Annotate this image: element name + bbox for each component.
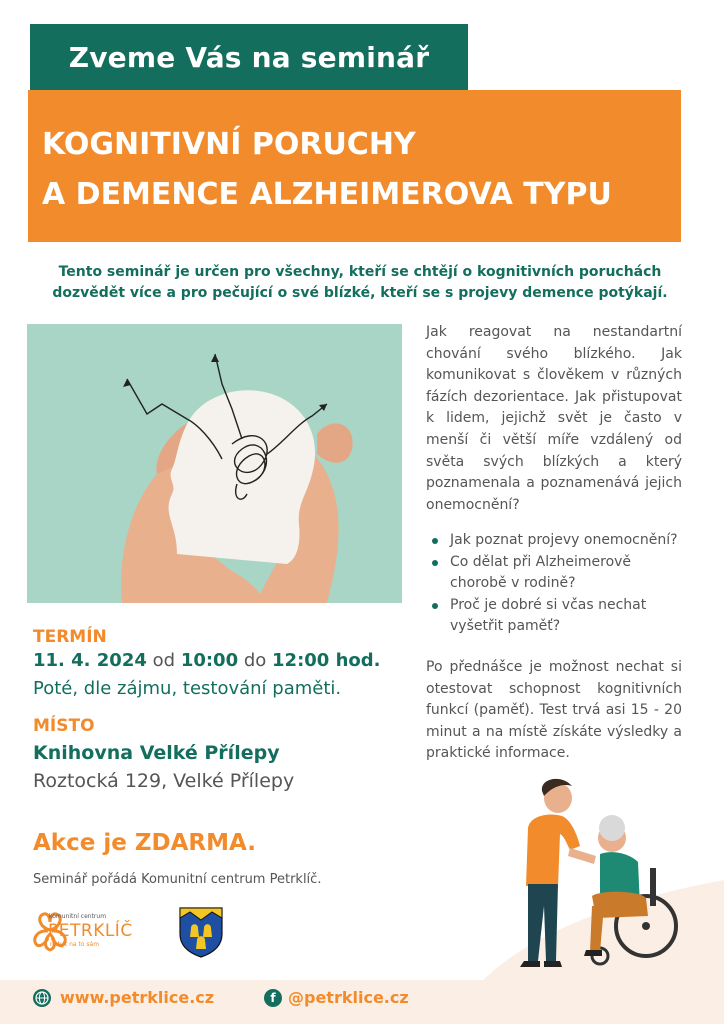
invite-banner: Zveme Vás na seminář [30, 24, 468, 90]
logo-small-text: komunitní centrum [49, 913, 107, 920]
termin-label: TERMÍN [33, 627, 107, 647]
facebook-handle: @petrklice.cz [288, 988, 409, 1007]
title-box [28, 90, 681, 242]
intro-text: Tento seminář je určen pro všechny, kteří se chtějí o kognitivních poruchách dozvědět více a pro pečující o své blízké, kteří se s projevy demence potýkají. [52, 264, 668, 301]
title-line-2: A DEMENCE ALZHEIMEROVA TYPU [42, 177, 612, 212]
time-from: 10:00 [180, 650, 239, 671]
hands-head-photo [27, 324, 402, 603]
organizer-text: Seminář pořádá Komunitní centrum Petrklíč. [33, 872, 322, 887]
list-item: Co dělat při Alzheimerově chorobě v rodině? [430, 552, 690, 595]
facebook-icon: f [264, 989, 282, 1007]
place-name: Knihovna Velké Přílepy [33, 742, 280, 764]
description-text: Jak reagovat na nestandartní chování svého blízkého. Jak komunikovat s člověkem v různých fázích dezorientace. Jak přistupovat k lidem, jejichž svět je často v menší či větší míře vzdálený od světa svých blízkých a který poznamenala a poznamenává jejich onemocnění? [426, 324, 682, 513]
from-word: od [152, 650, 176, 671]
globe-icon [33, 989, 51, 1007]
time-to: 12:00 hod. [272, 650, 381, 671]
event-date: 11. 4. 2024 [33, 650, 147, 671]
website-url: www.petrklice.cz [60, 988, 215, 1007]
title-line-1: KOGNITIVNÍ PORUCHY [42, 127, 416, 162]
logo-slogan: nebýt na to sám [50, 941, 100, 948]
caregiver-illustration [500, 776, 680, 971]
to-word: do [243, 650, 267, 671]
testing-line: Poté, dle zájmu, testování paměti. [33, 678, 342, 699]
facebook-link[interactable] [264, 988, 409, 1007]
head-illustration [27, 324, 402, 603]
misto-label: MÍSTO [33, 716, 95, 736]
coat-of-arms-icon [178, 906, 224, 958]
place-address: Roztocká 129, Velké Přílepy [33, 770, 295, 792]
list-item: Jak poznat projevy onemocnění? [430, 530, 690, 552]
question-list [430, 530, 690, 638]
website-link[interactable] [33, 988, 214, 1007]
event-date-time [33, 650, 381, 671]
list-item: Proč je dobré si včas nechat vyšetřit paměť? [430, 595, 690, 638]
logo-name: PETRKLÍČ [48, 921, 133, 941]
free-admission: Akce je ZDARMA. [33, 830, 256, 856]
testing-note: Po přednášce je možnost nechat si otestovat schopnost kognitivních funkcí (paměť). Test trvá asi 15 - 20 minut a na místě získáte výsledky a praktické informace. [426, 659, 682, 762]
